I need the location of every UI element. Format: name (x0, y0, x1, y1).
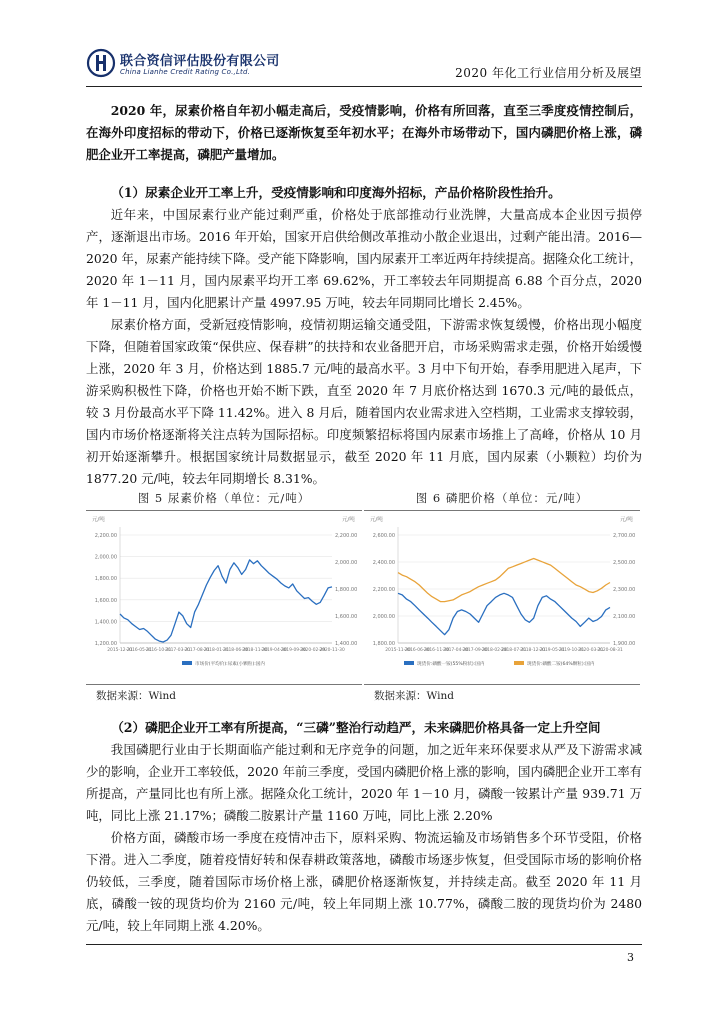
fig5-legend-swatch (182, 661, 192, 665)
fig6-x-tick-label: 2016-11-30 (423, 648, 450, 653)
fig6-x-tick-label: 2020-08-31 (597, 648, 623, 653)
fig6-x-tick-label: 2015-11-30 (385, 648, 411, 653)
intro-paragraph: 2020 年，尿素价格自年初小幅走高后，受疫情影响，价格有所回落，直至三季度疫情控制后，在海外印度招标的带动下，价格已逐渐恢复至年初水平；在海外市场带动下，国内磷肥价格上涨，磷肥企业开工率提高，磷肥产量增加。 (86, 103, 642, 162)
fig6-y-tick-label: 2,600.00 (372, 533, 395, 539)
fig6-legend-label: 现货价:磷酸二铵(64%颗粒):国内 (527, 662, 595, 667)
fig6-legend-label: 现货价:磷酸一铵(55%粉状):国内 (417, 662, 485, 667)
fig5-x-tick-label: 2020-11-30 (319, 648, 345, 653)
section-1-paragraph-2: 尿素价格方面，受新冠疫情影响，疫情初期运输交通受阻，下游需求恢复缓慢，价格出现小幅度下降，但随着国家政策“保供应、保春耕”的扶持和农业备肥开启，市场采购需求走强，价格开始缓慢上涨，2020 年 3 月，价格达到 1885.7 元/吨的最高水平。3 月中下旬开始，春季用肥进入尾声，下游采购积极性下降，价格也开始不断下跌，直至 2020 年 7 月底价格达到 1670.3 元/吨的最低点，较 3 月份最高水平下降 11.42%。进入 8 月后，随着国内农业需求进入空档期，工业需求支撑较弱，国内市场价格逐渐将关注点转为国际招标。印度频繁招标将国内尿素市场推上了高峰，价格从 10 月初开始逐渐攀升。根据国家统计局数据显示，截至 2020 年 11 月底，国内尿素（小颗粒）均价为 1877.20 元/吨，较去年同期增长 8.31%。 (86, 317, 642, 486)
figure-6 (364, 490, 640, 706)
figure-5-chart (86, 510, 362, 685)
lower-body (86, 717, 642, 937)
fig5-x-tick-label: 2019-09-30 (280, 648, 307, 653)
company-name-cn: 联合资信评估股份有限公司 (120, 54, 280, 69)
fig5-x-tick-label: 2018-01-31 (203, 648, 230, 653)
fig6-x-tick-label: 2017-09-30 (462, 648, 488, 653)
footer-divider (86, 944, 642, 945)
section-1-heading: （1）尿素企业开工率上升，受疫情影响和印度海外招标，产品价格阶段性抬升。 (111, 185, 561, 200)
fig6-y-tick-label: 2,200.00 (372, 587, 395, 593)
fig5-x-tick-label: 2016-10-31 (145, 648, 172, 653)
figure-5-caption: 图 5 尿素价格（单位：元/吨） (137, 491, 311, 505)
company-logo (86, 46, 286, 80)
fig6-legend-swatch (514, 661, 524, 665)
fig6-x-tick-label: 2018-07-31 (500, 648, 527, 653)
urea-price-chart (86, 511, 362, 686)
fig6-x-tick-label: 2018-02-28 (481, 648, 508, 653)
figure-6-chart (364, 510, 640, 685)
fig5-y-left-unit: 元/吨 (92, 517, 105, 523)
fig6-y-right-tick-label: 2,700.00 (613, 533, 636, 539)
figure-5 (86, 490, 362, 706)
section-2-heading: （2）磷肥企业开工率有所提高，“三磷”整治行动趋严，未来磷肥价格具备一定上升空间 (111, 720, 601, 735)
fig6-legend-swatch (404, 661, 414, 665)
phosphate-fertilizer-price-chart (364, 511, 640, 686)
fig6-x-tick-label: 2018-12-31 (520, 648, 546, 653)
fig5-x-tick-label: 2017-03-31 (165, 648, 191, 653)
fig6-y-right-unit: 元/吨 (620, 517, 633, 523)
fig5-y-right-tick-label: 1,800.00 (335, 587, 358, 593)
fig5-series-line-0 (120, 560, 332, 642)
fig5-y-right-tick-label: 2,200.00 (335, 533, 358, 539)
fig5-y-tick-label: 2,200.00 (94, 533, 117, 539)
fig6-y-tick-label: 2,400.00 (372, 560, 395, 566)
section-2-paragraph-2: 价格方面，磷酸市场一季度在疫情冲击下，原料采购、物流运输及市场销售多个环节受阻，价格下滑。进入二季度，随着疫情好转和保春耕政策落地，磷酸市场逐步恢复，但受国际市场的影响价格仍较低，三季度，随着国际市场价格上涨，磷肥价格逐渐恢复，并持续走高。截至 2020 年 11 月底，磷酸一铵的现货均价为 2160 元/吨，较上年同期上涨 10.77%，磷酸二胺的现货均价为 2480 元/吨，较上年同期上涨 4.20%。 (86, 830, 642, 933)
upper-body (86, 100, 642, 490)
fig6-x-tick-label: 2016-06-30 (404, 648, 431, 653)
fig5-y-tick-label: 1,200.00 (94, 641, 117, 647)
fig6-x-tick-label: 2019-10-31 (558, 648, 585, 653)
figure-6-caption: 图 6 磷肥价格（单位：元/吨） (415, 491, 589, 505)
fig6-x-tick-label: 2017-04-30 (443, 648, 469, 653)
fig5-x-tick-label: 2018-06-30 (222, 648, 249, 653)
fig5-y-right-tick-label: 1,400.00 (335, 641, 358, 647)
fig5-x-tick-label: 2020-02-29 (299, 648, 326, 653)
fig5-x-tick-label: 2019-04-30 (261, 648, 287, 653)
fig6-y-right-tick-label: 2,100.00 (613, 614, 636, 620)
fig6-y-right-tick-label: 1,900.00 (613, 641, 636, 647)
fig6-y-left-unit: 元/吨 (370, 517, 383, 523)
page-header (86, 46, 642, 86)
fig5-y-right-unit: 元/吨 (342, 517, 355, 523)
report-title: 2020 年化工行业信用分析及展望 (455, 66, 642, 80)
figure-row (86, 490, 642, 706)
fig6-series-line-1 (398, 559, 610, 602)
fig6-y-right-tick-label: 2,500.00 (613, 560, 636, 566)
fig5-y-right-tick-label: 1,600.00 (335, 614, 358, 620)
lianhe-logo-icon (86, 48, 116, 78)
fig6-y-tick-label: 2,000.00 (372, 614, 395, 620)
fig6-y-right-tick-label: 2,300.00 (613, 587, 636, 593)
figure-5-source: 数据来源：Wind (96, 690, 176, 702)
fig5-x-tick-label: 2015-12-31 (107, 648, 133, 653)
fig6-x-tick-label: 2020-03-31 (577, 648, 604, 653)
fig5-y-tick-label: 1,400.00 (94, 619, 117, 626)
fig5-x-tick-label: 2016-05-31 (126, 648, 153, 653)
fig5-y-tick-label: 1,800.00 (94, 576, 117, 583)
page-number: 3 (627, 951, 634, 964)
fig5-y-tick-label: 2,000.00 (94, 554, 117, 561)
fig6-y-tick-label: 1,800.00 (372, 641, 395, 647)
fig6-x-tick-label: 2019-05-31 (539, 648, 565, 653)
figure-6-source: 数据来源：Wind (374, 690, 454, 702)
section-1-paragraph-1: 近年来，中国尿素行业产能过剩严重，价格处于底部推动行业洗牌，大量高成本企业因亏损停产，逐渐退出市场。2016 年开始，国家开启供给侧改革推动小散企业退出，过剩产能出清。2016—2020 年，尿素产能持续下降。受产能下降影响，国内尿素开工率近两年持续提高。据隆众化工统计，2020 年 1－11 月，国内尿素平均开工率 69.62%，开工率较去年同期提高 6.88 个百分点，2020 年 1－11 月，国内化肥累计产量 4997.95 万吨，较去年同期同比增长 2.45%。 (86, 207, 642, 310)
company-name-en: China Lianhe Credit Rating Co.,Ltd. (120, 68, 251, 76)
section-2-paragraph-1: 我国磷肥行业由于长期面临产能过剩和无序竞争的问题，加之近年来环保要求从严及下游需求减少的影响，企业开工率较低，2020 年前三季度，受国内磷肥价格上涨的影响，国内磷肥企业开工率有所提高，产量同比也有所上涨。据隆众化工统计，2020 年 1－10 月，磷酸一铵累计产量 939.71 万吨，同比上涨 21.17%；磷酸二胺累计产量 1160 万吨，同比上涨 2.20% (86, 742, 642, 823)
fig6-series-line-0 (398, 593, 610, 634)
fig5-legend-label: 市场价(平均价):尿素(小颗粒):国内 (195, 662, 265, 667)
fig5-x-tick-label: 2018-11-30 (242, 648, 268, 653)
header-divider (86, 86, 642, 87)
fig5-y-tick-label: 1,600.00 (94, 597, 117, 604)
fig5-y-right-tick-label: 2,000.00 (335, 560, 358, 566)
fig5-x-tick-label: 2017-08-31 (184, 648, 210, 653)
